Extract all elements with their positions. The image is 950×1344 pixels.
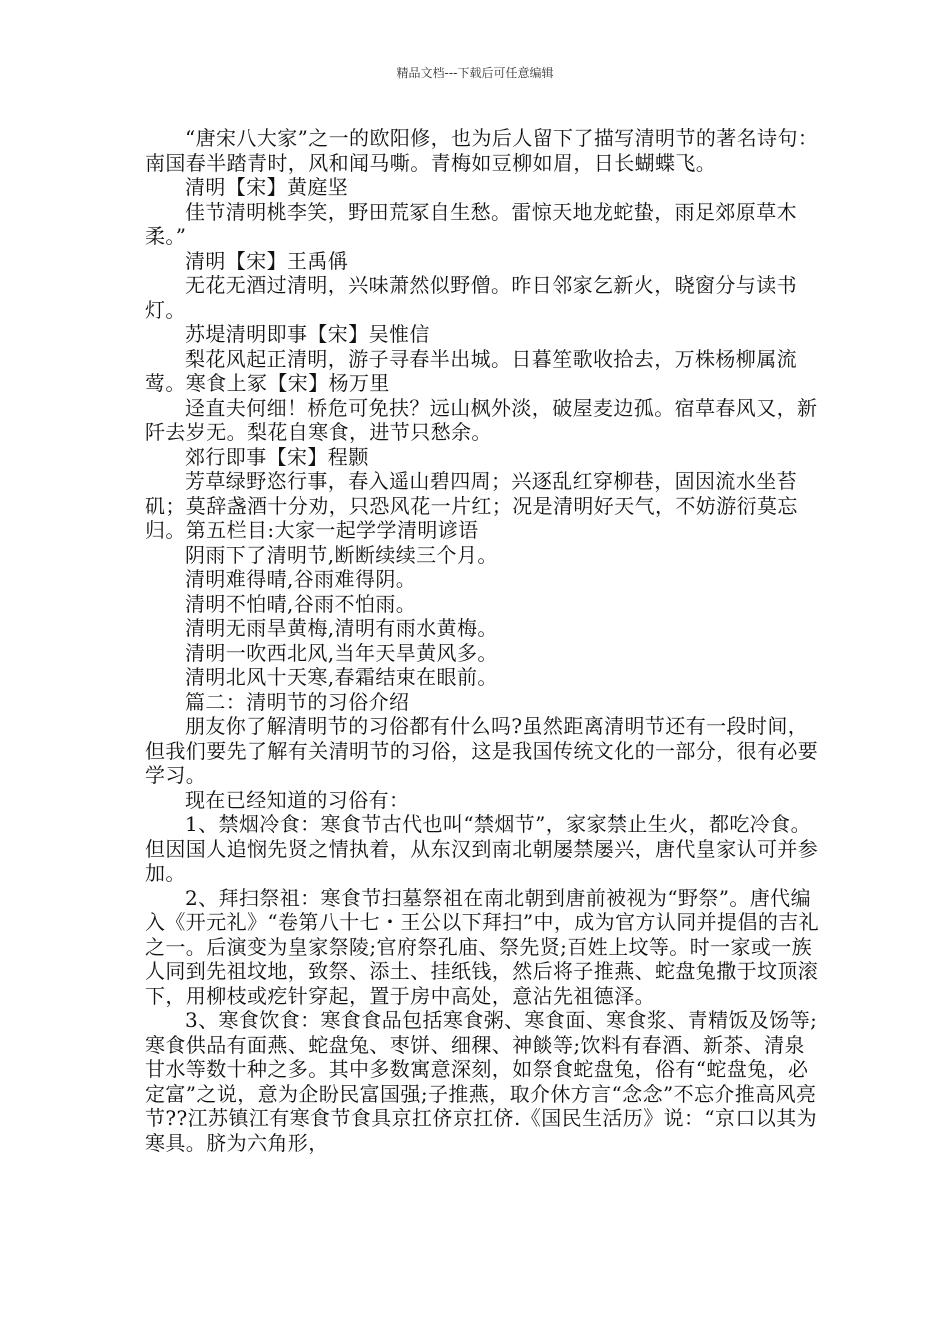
paragraph: 佳节清明桃李笑，野田荒冢自生愁。雷惊天地龙蛇蛰，雨足郊原草木柔。” bbox=[145, 199, 797, 248]
proverb: 阴雨下了清明节,断断续续三个月。 bbox=[185, 542, 498, 567]
paragraph: 芳草绿野恣行事，春入遥山碧四周；兴逐乱红穿柳巷，固因流水坐苔矶；莫辞盏酒十分劝，只恐风花一片红；况是清明好天气，不妨游衍莫忘归。第五栏目:大家一起学学清明谚语 bbox=[145, 469, 798, 542]
list-item: 3、寒食饮食：寒食食品包括寒食粥、寒食面、寒食浆、青精饭及饧等;寒食供品有面燕、蛇盘兔、枣饼、细稞、神餤等;饮料有春酒、新茶、清泉甘水等数十种之多。其中多数寓意深刻，如祭食蛇盘兔，俗有“蛇盘兔，必定富”之说，意为企盼民富国强;子推燕，取介休方言“念念”不忘介推高风亮节??江苏镇江有寒食节食具京扛侪京扛侪.《国民生活历》说：“京口以其为寒具。脐为六角形， bbox=[145, 1008, 818, 1155]
paragraph: 梨花风起正清明，游子寻春半出城。日暮笙歌收拾去，万株杨柳属流莺。寒食上冢【宋】杨万里 bbox=[145, 346, 797, 395]
poem-title: 苏堤清明即事【宋】吴惟信 bbox=[185, 322, 430, 346]
page-header: 精品文档---下载后可任意编辑 bbox=[396, 66, 554, 80]
paragraph: 现在已经知道的习俗有： bbox=[185, 787, 410, 812]
paragraph: 迳直夫何细！桥危可免扶？远山枫外淡，破屋麦边孤。宿草春风又，新阡去岁无。梨花自寒食，进节只愁余。 bbox=[145, 395, 818, 444]
poem-title: 清明【宋】黄庭坚 bbox=[185, 175, 349, 199]
proverb: 清明一吹西北风,当年天旱黄风多。 bbox=[185, 640, 498, 665]
paragraph: “唐宋八大家”之一的欧阳修，也为后人留下了描写清明节的著名诗句：南国春半踏青时，风和闻马嘶。青梅如豆柳如眉，日长蝴蝶飞。 bbox=[145, 126, 819, 175]
proverb: 清明无雨旱黄梅,清明有雨水黄梅。 bbox=[185, 616, 498, 640]
proverb: 清明难得晴,谷雨难得阴。 bbox=[185, 567, 417, 591]
section-heading: 篇二：清明节的习俗介绍 bbox=[185, 689, 410, 714]
proverb: 清明北风十天寒,春霜结束在眼前。 bbox=[185, 665, 498, 689]
proverb: 清明不怕晴,谷雨不怕雨。 bbox=[185, 591, 417, 616]
list-item: 2、拜扫祭祖：寒食节扫墓祭祖在南北朝到唐前被视为“野祭”。唐代编入《开元礼》“卷第八十七・王公以下拜扫”中，成为官方认同并提倡的吉礼之一。后演变为皇家祭陵;官府祭孔庙、祭先贤;百姓上坟等。时一家或一族人同到先祖坟地，致祭、添土、挂纸钱，然后将子推燕、蛇盘兔撒于坟顶滚下，用柳枝或疙针穿起，置于房中高处，意沾先祖德泽。 bbox=[145, 885, 820, 1008]
list-item: 1、禁烟冷食：寒食节古代也叫“禁烟节”，家家禁止生火，都吃冷食。但因国人追悯先贤之情执着，从东汉到南北朝屡禁屡兴，唐代皇家认可并参加。 bbox=[145, 812, 819, 885]
poem-title: 清明【宋】王禹偁 bbox=[185, 248, 349, 273]
document-body bbox=[145, 126, 825, 1155]
poem-title: 郊行即事【宋】程颢 bbox=[185, 444, 369, 469]
paragraph: 朋友你了解清明节的习俗都有什么吗?虽然距离清明节还有一段时间，但我们要先了解有关清明节的习俗，这是我国传统文化的一部分，很有必要学习。 bbox=[145, 714, 819, 787]
paragraph: 无花无酒过清明，兴味萧然似野僧。昨日邻家乞新火，晓窗分与读书灯。 bbox=[145, 273, 797, 322]
